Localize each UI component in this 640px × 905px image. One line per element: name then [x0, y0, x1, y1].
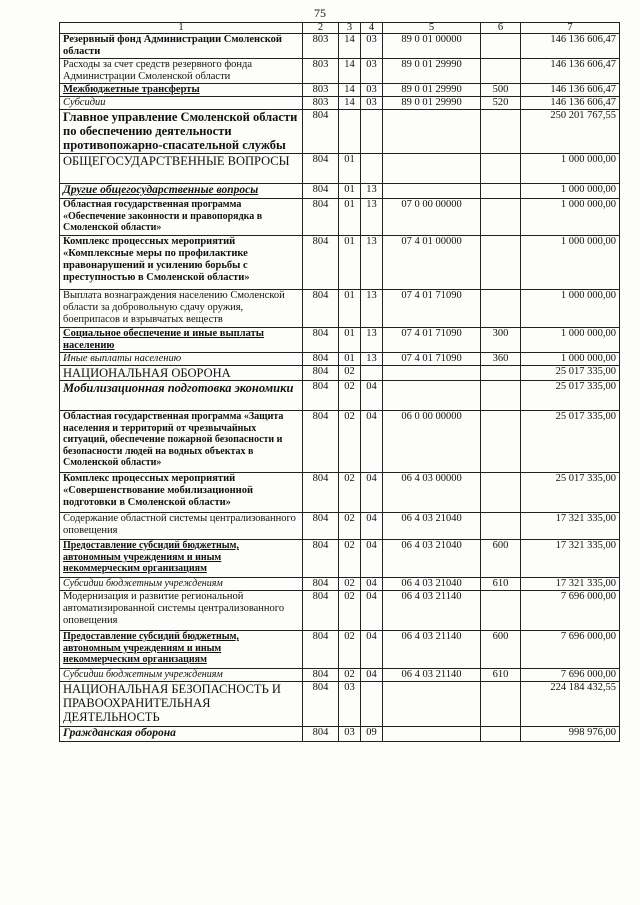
cell-target-article: 07 4 01 71090 — [383, 328, 481, 353]
cell-ministry: 804 — [303, 513, 339, 540]
cell-section: 02 — [339, 578, 361, 591]
table-row — [60, 34, 620, 59]
cell-section: 14 — [339, 84, 361, 97]
row-name: Выплата вознаграждения населению Смоленской области за добровольную сдачу оружия, боеприпасов и взрывчатых веществ — [60, 290, 303, 328]
cell-section: 01 — [339, 328, 361, 353]
cell-target-article: 89 0 01 29990 — [383, 84, 481, 97]
cell-amount: 146 136 606,47 — [521, 59, 620, 84]
cell-subsection: 04 — [361, 578, 383, 591]
column-header: 1 — [60, 23, 303, 34]
row-name: Содержание областной системы централизованного оповещения — [60, 513, 303, 540]
cell-amount: 1 000 000,00 — [521, 290, 620, 328]
cell-target-article: 89 0 01 29990 — [383, 97, 481, 110]
cell-subsection: 13 — [361, 184, 383, 199]
row-name: Резервный фонд Администрации Смоленской области — [60, 34, 303, 59]
column-header: 6 — [481, 23, 521, 34]
cell-target-article: 07 4 01 71090 — [383, 290, 481, 328]
cell-ministry: 804 — [303, 578, 339, 591]
cell-amount: 17 321 335,00 — [521, 578, 620, 591]
cell-section: 02 — [339, 669, 361, 682]
row-name: Предоставление субсидий бюджетным, автономным учреждениям и иным некоммерческим организациям — [60, 540, 303, 578]
cell-expense-type — [481, 290, 521, 328]
cell-target-article — [383, 154, 481, 184]
cell-expense-type: 600 — [481, 631, 521, 669]
cell-amount: 146 136 606,47 — [521, 84, 620, 97]
row-name: Субсидии — [60, 97, 303, 110]
cell-subsection: 03 — [361, 34, 383, 59]
row-name: Областная государственная программа «Защита населения и территорий от чрезвычайных ситуаций, обеспечение пожарной безопасности и безопасности людей на водных объектах в Смоленской области» — [60, 411, 303, 473]
row-name: Главное управление Смоленской области по обеспечению деятельности противопожарно-спасательной службы — [60, 110, 303, 154]
row-name: Межбюджетные трансферты — [60, 84, 303, 97]
table-row — [60, 353, 620, 366]
cell-subsection — [361, 366, 383, 381]
cell-amount: 17 321 335,00 — [521, 513, 620, 540]
cell-expense-type — [481, 154, 521, 184]
table-row — [60, 669, 620, 682]
column-header: 4 — [361, 23, 383, 34]
cell-ministry: 804 — [303, 184, 339, 199]
table-row — [60, 540, 620, 578]
cell-amount: 17 321 335,00 — [521, 540, 620, 578]
row-name: Мобилизационная подготовка экономики — [60, 381, 303, 411]
row-name: НАЦИОНАЛЬНАЯ БЕЗОПАСНОСТЬ И ПРАВООХРАНИТЕЛЬНАЯ ДЕЯТЕЛЬНОСТЬ — [60, 682, 303, 727]
cell-subsection: 13 — [361, 236, 383, 290]
cell-amount: 1 000 000,00 — [521, 154, 620, 184]
cell-section: 02 — [339, 473, 361, 513]
cell-section: 02 — [339, 381, 361, 411]
cell-target-article: 06 4 03 21140 — [383, 669, 481, 682]
cell-subsection: 04 — [361, 631, 383, 669]
table-row — [60, 682, 620, 727]
cell-subsection: 04 — [361, 591, 383, 631]
cell-target-article: 07 4 01 00000 — [383, 236, 481, 290]
cell-ministry: 804 — [303, 473, 339, 513]
table-row — [60, 59, 620, 84]
cell-target-article — [383, 381, 481, 411]
cell-amount: 25 017 335,00 — [521, 411, 620, 473]
cell-ministry: 803 — [303, 34, 339, 59]
cell-expense-type: 600 — [481, 540, 521, 578]
cell-subsection — [361, 682, 383, 727]
cell-target-article: 07 4 01 71090 — [383, 353, 481, 366]
cell-subsection: 09 — [361, 727, 383, 742]
cell-section: 14 — [339, 59, 361, 84]
cell-target-article — [383, 682, 481, 727]
cell-subsection: 04 — [361, 381, 383, 411]
cell-amount: 25 017 335,00 — [521, 473, 620, 513]
cell-subsection: 04 — [361, 411, 383, 473]
cell-target-article: 06 4 03 21040 — [383, 578, 481, 591]
cell-ministry: 804 — [303, 199, 339, 236]
cell-target-article: 06 4 03 00000 — [383, 473, 481, 513]
table-row — [60, 184, 620, 199]
cell-ministry: 804 — [303, 366, 339, 381]
cell-amount: 1 000 000,00 — [521, 353, 620, 366]
cell-expense-type: 520 — [481, 97, 521, 110]
row-name: Социальное обеспечение и иные выплаты населению — [60, 328, 303, 353]
cell-expense-type — [481, 411, 521, 473]
cell-amount: 224 184 432,55 — [521, 682, 620, 727]
cell-section: 14 — [339, 97, 361, 110]
cell-subsection: 13 — [361, 353, 383, 366]
cell-section: 01 — [339, 154, 361, 184]
cell-expense-type — [481, 513, 521, 540]
cell-section: 02 — [339, 591, 361, 631]
table-row — [60, 727, 620, 742]
table-header-row — [60, 23, 620, 34]
table-row — [60, 97, 620, 110]
cell-ministry: 804 — [303, 154, 339, 184]
row-name: Областная государственная программа «Обеспечение законности и правопорядка в Смоленской области» — [60, 199, 303, 236]
cell-target-article: 06 4 03 21140 — [383, 631, 481, 669]
cell-section: 03 — [339, 682, 361, 727]
cell-target-article: 89 0 01 29990 — [383, 59, 481, 84]
column-header: 5 — [383, 23, 481, 34]
cell-amount: 146 136 606,47 — [521, 97, 620, 110]
cell-section: 02 — [339, 540, 361, 578]
cell-expense-type — [481, 110, 521, 154]
cell-target-article — [383, 727, 481, 742]
cell-ministry: 804 — [303, 381, 339, 411]
cell-ministry: 804 — [303, 591, 339, 631]
cell-expense-type: 500 — [481, 84, 521, 97]
cell-section: 01 — [339, 184, 361, 199]
row-name: ОБЩЕГОСУДАРСТВЕННЫЕ ВОПРОСЫ — [60, 154, 303, 184]
cell-subsection: 03 — [361, 84, 383, 97]
cell-expense-type — [481, 727, 521, 742]
cell-target-article: 89 0 01 00000 — [383, 34, 481, 59]
table-row — [60, 199, 620, 236]
cell-expense-type: 610 — [481, 669, 521, 682]
cell-expense-type — [481, 366, 521, 381]
row-name: Предоставление субсидий бюджетным, автономным учреждениям и иным некоммерческим организациям — [60, 631, 303, 669]
row-name: Расходы за счет средств резервного фонда Администрации Смоленской области — [60, 59, 303, 84]
cell-ministry: 804 — [303, 631, 339, 669]
cell-section: 02 — [339, 366, 361, 381]
cell-target-article: 06 4 03 21140 — [383, 591, 481, 631]
row-name: Иные выплаты населению — [60, 353, 303, 366]
table-row — [60, 513, 620, 540]
cell-ministry: 803 — [303, 97, 339, 110]
cell-ministry: 804 — [303, 411, 339, 473]
cell-section: 02 — [339, 513, 361, 540]
cell-expense-type — [481, 591, 521, 631]
column-header: 7 — [521, 23, 620, 34]
row-name: Гражданская оборона — [60, 727, 303, 742]
cell-expense-type — [481, 184, 521, 199]
cell-section: 01 — [339, 353, 361, 366]
row-name: Комплекс процессных мероприятий «Совершенствование мобилизационной подготовки в Смоленской области» — [60, 473, 303, 513]
table-row — [60, 381, 620, 411]
cell-section: 01 — [339, 199, 361, 236]
cell-section — [339, 110, 361, 154]
table-row — [60, 631, 620, 669]
cell-section: 14 — [339, 34, 361, 59]
row-name: НАЦИОНАЛЬНАЯ ОБОРОНА — [60, 366, 303, 381]
cell-expense-type: 360 — [481, 353, 521, 366]
cell-subsection: 04 — [361, 669, 383, 682]
cell-subsection — [361, 154, 383, 184]
table-row — [60, 84, 620, 97]
cell-expense-type — [481, 381, 521, 411]
cell-section: 02 — [339, 411, 361, 473]
cell-expense-type: 610 — [481, 578, 521, 591]
cell-subsection: 13 — [361, 290, 383, 328]
cell-expense-type — [481, 473, 521, 513]
cell-subsection: 13 — [361, 199, 383, 236]
cell-ministry: 803 — [303, 84, 339, 97]
cell-ministry: 804 — [303, 353, 339, 366]
table-row — [60, 411, 620, 473]
cell-target-article: 06 4 03 21040 — [383, 513, 481, 540]
cell-amount: 25 017 335,00 — [521, 381, 620, 411]
cell-ministry: 804 — [303, 110, 339, 154]
cell-amount: 25 017 335,00 — [521, 366, 620, 381]
page-number: 75 — [314, 6, 326, 20]
cell-ministry: 804 — [303, 290, 339, 328]
row-name: Комплекс процессных мероприятий «Комплексные меры по профилактике правонарушений и усилению борьбы с преступностью в Смоленской области» — [60, 236, 303, 290]
cell-ministry: 803 — [303, 59, 339, 84]
cell-expense-type — [481, 199, 521, 236]
cell-target-article — [383, 184, 481, 199]
table-row — [60, 473, 620, 513]
cell-subsection: 04 — [361, 513, 383, 540]
cell-section: 02 — [339, 631, 361, 669]
cell-expense-type — [481, 236, 521, 290]
cell-amount: 146 136 606,47 — [521, 34, 620, 59]
cell-ministry: 804 — [303, 236, 339, 290]
table-row — [60, 290, 620, 328]
cell-subsection: 04 — [361, 540, 383, 578]
cell-amount: 998 976,00 — [521, 727, 620, 742]
table-row — [60, 578, 620, 591]
cell-amount: 1 000 000,00 — [521, 184, 620, 199]
cell-section: 01 — [339, 290, 361, 328]
cell-section: 03 — [339, 727, 361, 742]
table-row — [60, 110, 620, 154]
cell-target-article: 07 0 00 00000 — [383, 199, 481, 236]
cell-expense-type — [481, 682, 521, 727]
cell-amount: 1 000 000,00 — [521, 328, 620, 353]
column-header: 2 — [303, 23, 339, 34]
cell-subsection: 04 — [361, 473, 383, 513]
cell-ministry: 804 — [303, 540, 339, 578]
budget-table — [59, 22, 620, 742]
cell-subsection: 13 — [361, 328, 383, 353]
cell-target-article — [383, 110, 481, 154]
cell-target-article: 06 0 00 00000 — [383, 411, 481, 473]
row-name: Субсидии бюджетным учреждениям — [60, 669, 303, 682]
column-header: 3 — [339, 23, 361, 34]
cell-subsection: 03 — [361, 59, 383, 84]
cell-expense-type — [481, 59, 521, 84]
table-row — [60, 154, 620, 184]
cell-ministry: 804 — [303, 669, 339, 682]
cell-amount: 1 000 000,00 — [521, 199, 620, 236]
row-name: Модернизация и развитие региональной автоматизированной системы централизованного оповещения — [60, 591, 303, 631]
cell-amount: 7 696 000,00 — [521, 631, 620, 669]
cell-amount: 7 696 000,00 — [521, 669, 620, 682]
cell-amount: 250 201 767,55 — [521, 110, 620, 154]
table-row — [60, 328, 620, 353]
cell-ministry: 804 — [303, 727, 339, 742]
cell-subsection: 03 — [361, 97, 383, 110]
cell-amount: 7 696 000,00 — [521, 591, 620, 631]
cell-expense-type: 300 — [481, 328, 521, 353]
cell-target-article — [383, 366, 481, 381]
table-row — [60, 591, 620, 631]
table-row — [60, 366, 620, 381]
cell-amount: 1 000 000,00 — [521, 236, 620, 290]
cell-ministry: 804 — [303, 682, 339, 727]
row-name: Другие общегосударственные вопросы — [60, 184, 303, 199]
cell-ministry: 804 — [303, 328, 339, 353]
table-row — [60, 236, 620, 290]
cell-target-article: 06 4 03 21040 — [383, 540, 481, 578]
cell-section: 01 — [339, 236, 361, 290]
row-name: Субсидии бюджетным учреждениям — [60, 578, 303, 591]
cell-subsection — [361, 110, 383, 154]
cell-expense-type — [481, 34, 521, 59]
